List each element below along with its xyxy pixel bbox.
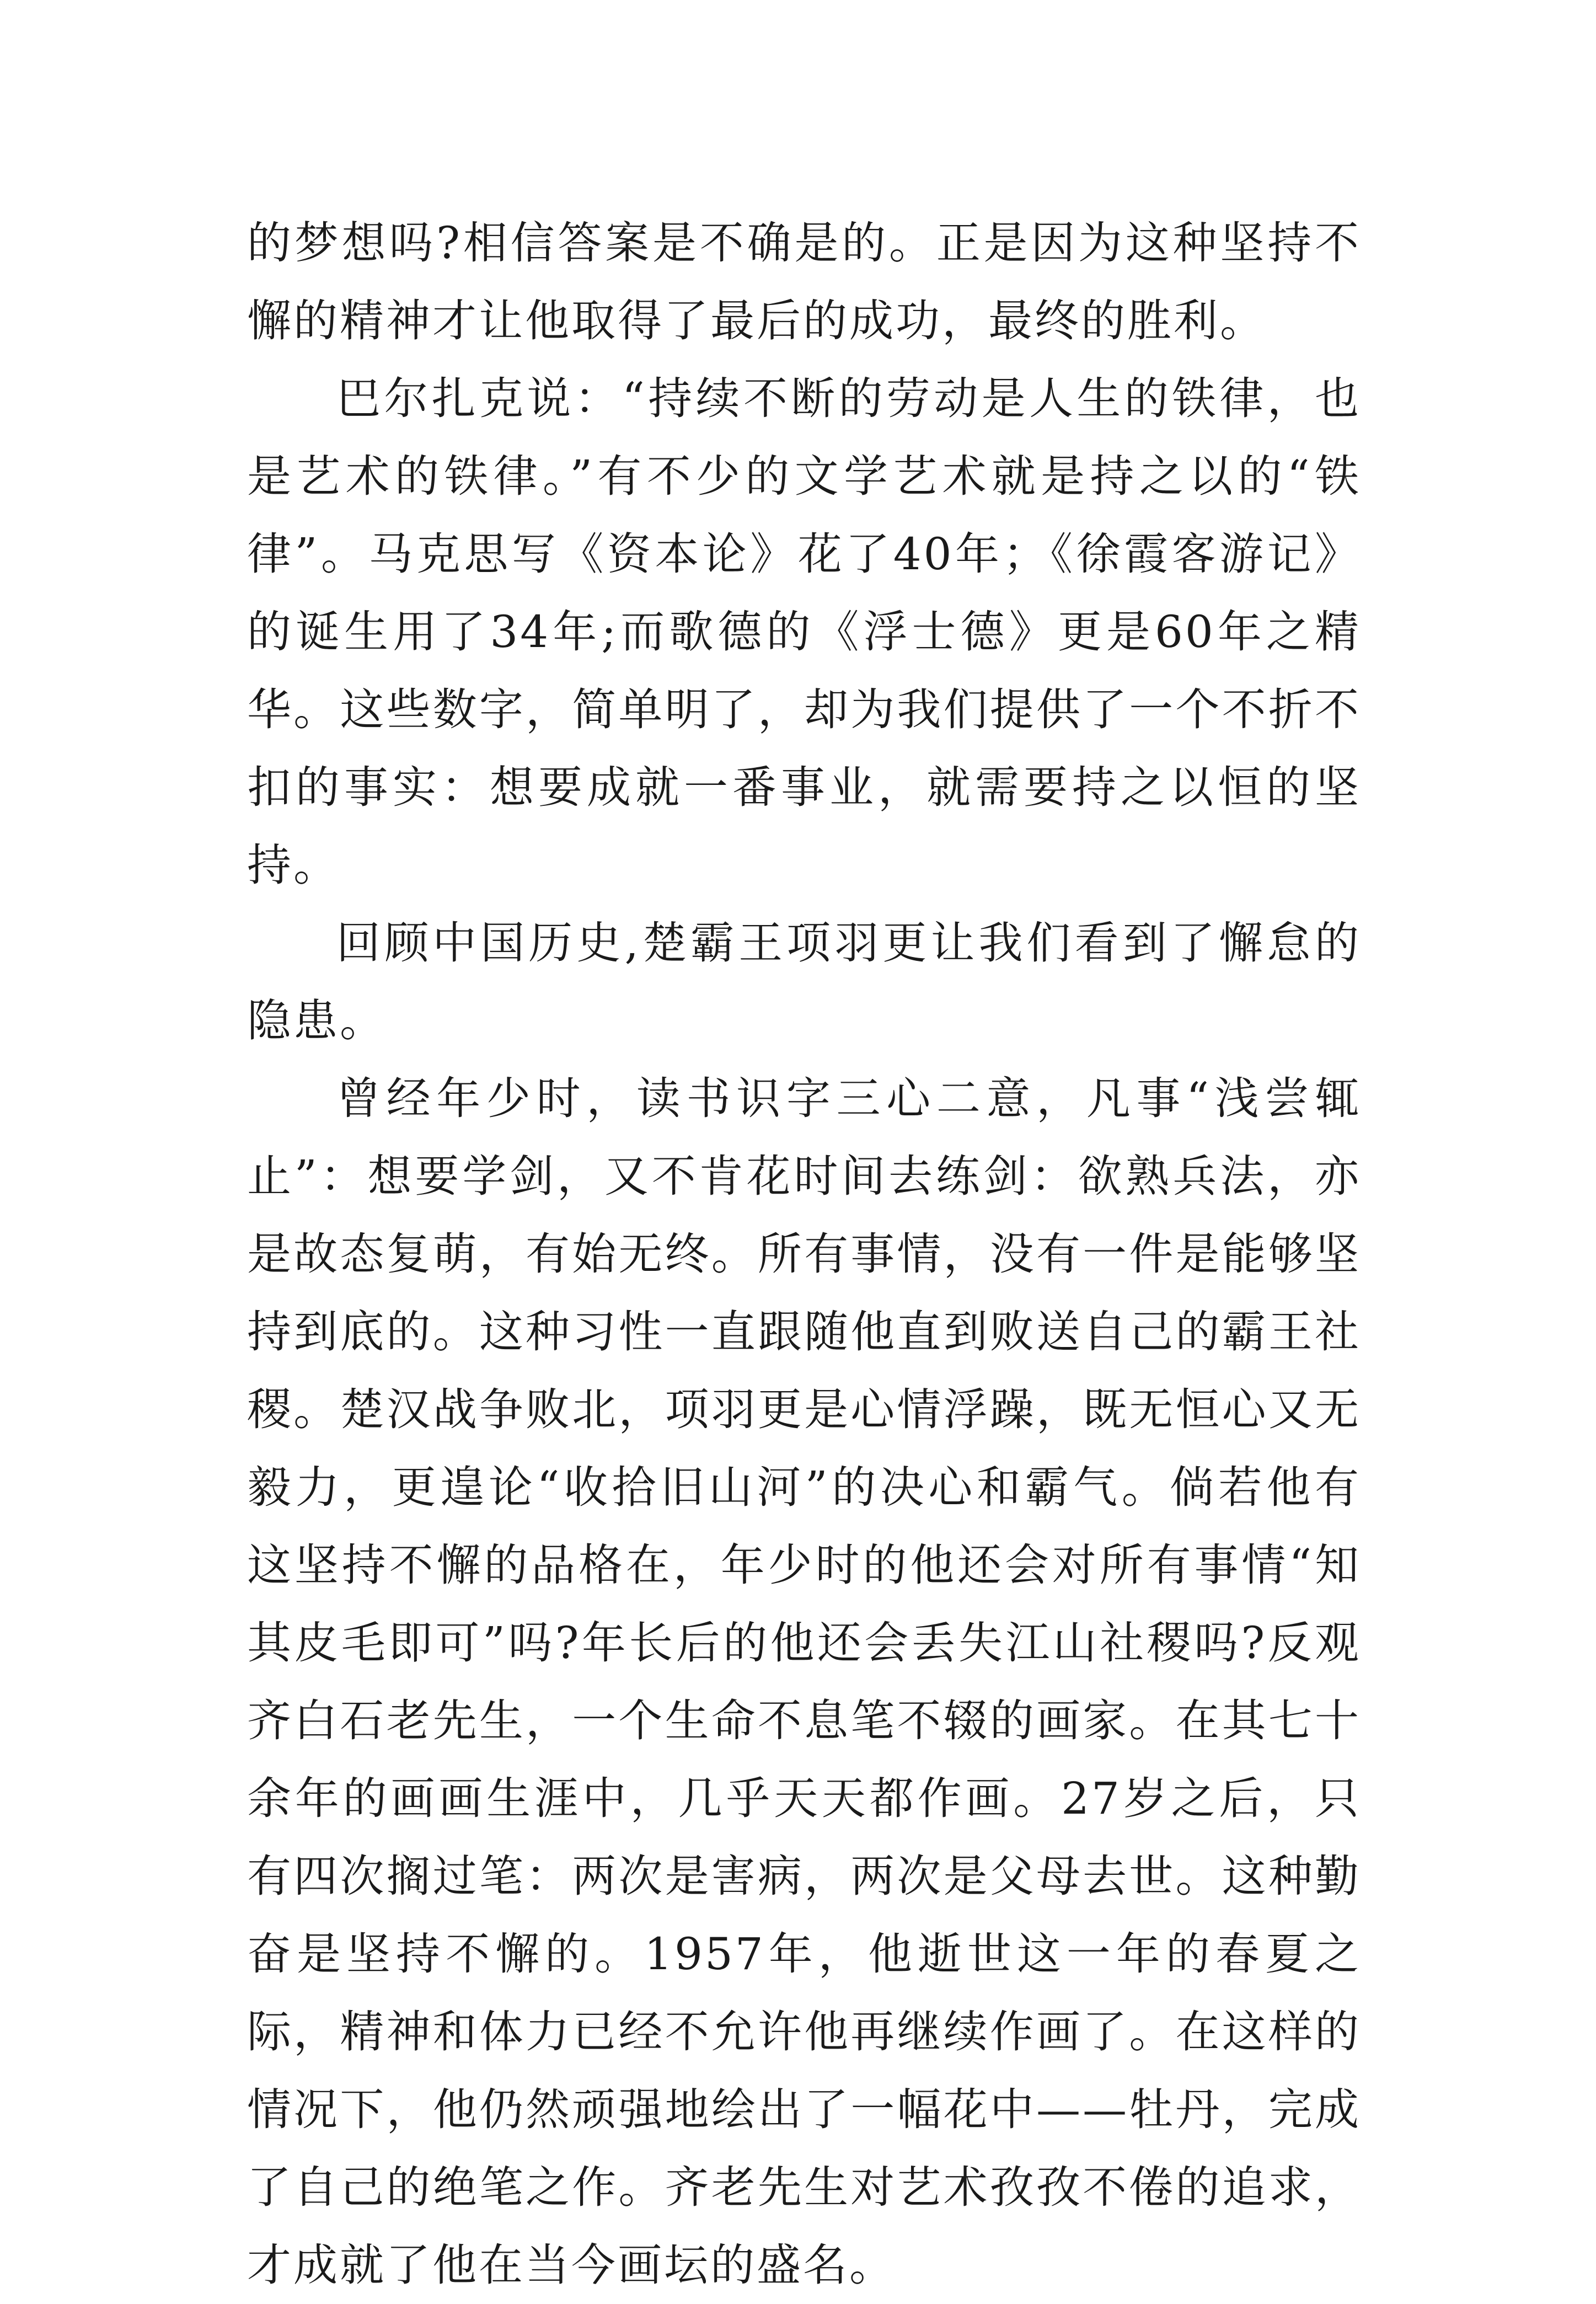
paragraph-xiang-yu-qi-baishi: 曾经年少时，读书识字三心二意，凡事“浅尝辄止”：想要学剑，又不肯花时间去练剑：欲熟兵法，亦是故态复萌，有始无终。所有事情，没有一件是能够坚持到底的。这种习性一直跟随他直到败送自己的霸王社稷。楚汉战争败北，项羽更是心情浮躁，既无恒心又无毅力，更遑论“收拾旧山河”的决心和霸气。倘若他有这坚持不懈的品格在，年少时的他还会对所有事情“知其皮毛即可”吗?年长后的他还会丢失江山社稷吗?反观齐白石老先生，一个生命不息笔不辍的画家。在其七十余年的画画生涯中，几乎天天都作画。27岁之后，只有四次搁过笔：两次是害病，两次是父母去世。这种勤奋是坚持不懈的。1957年，他逝世这一年的春夏之际，精神和体力已经不允许他再继续作画了。在这样的情况下，他仍然顽强地绘出了一幅花中——牡丹，完成了自己的绝笔之作。齐老先生对艺术孜孜不倦的追求，才成就了他在当今画坛的盛名。 bbox=[247, 1073, 1361, 2291]
paragraph-balzac-quote: 巴尔扎克说：“持续不断的劳动是人生的铁律，也是艺术的铁律。”有不少的文学艺术就是持之以的“铁律”。马克思写《资本论》花了40年；《徐霞客游记》的诞生用了34年;而歌德的《浮士德》更是60年之精华。这些数字，简单明了，却为我们提供了一个不折不扣的事实：想要成就一番事业，就需要持之以恒的坚持。 bbox=[247, 373, 1361, 891]
paragraph-xiang-yu-intro: 回顾中国历史,楚霸王项羽更让我们看到了懈怠的隐患。 bbox=[247, 917, 1361, 1046]
document-body bbox=[247, 204, 1361, 2304]
paragraph-continuation: 的梦想吗?相信答案是不确是的。正是因为这种坚持不懈的精神才让他取得了最后的成功，最终的胜利。 bbox=[247, 217, 1361, 346]
